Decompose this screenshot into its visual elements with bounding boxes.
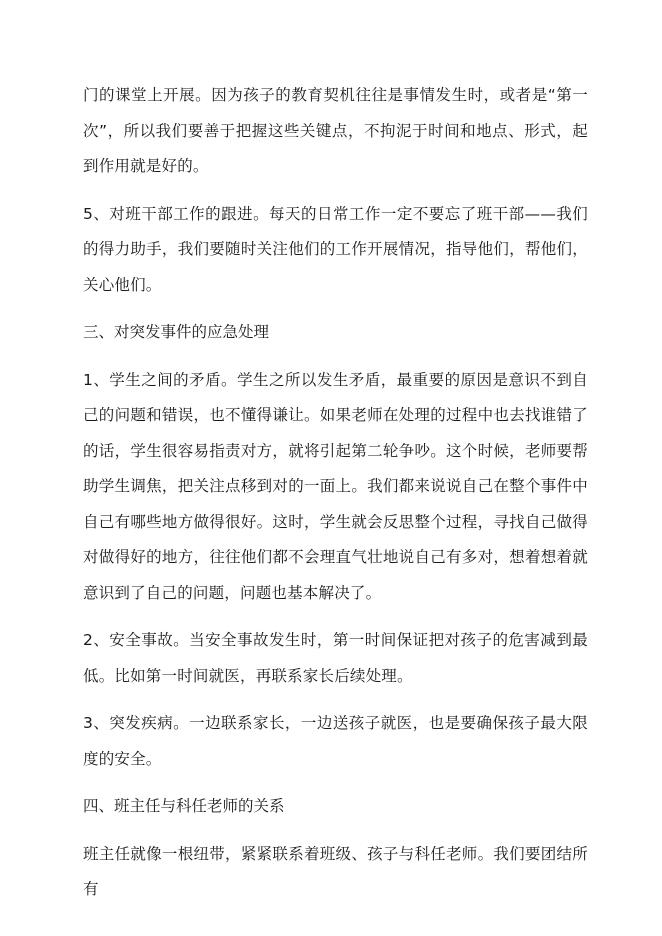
paragraph-gap bbox=[83, 611, 588, 623]
paragraph-trailing: 班主任就像一根纽带，紧紧联系着班级、孩子与科任老师。我们要团结所有 bbox=[83, 844, 588, 898]
paragraph-gap bbox=[83, 351, 588, 363]
paragraph-gap bbox=[83, 694, 588, 706]
paragraph-gap bbox=[83, 777, 588, 789]
paragraph-item-3: 3、突发疾病。一边联系家长，一边送孩子就医，也是要确保孩子最大限度的安全。 bbox=[83, 714, 588, 768]
document-body bbox=[83, 78, 588, 908]
paragraph-item-5: 5、对班干部工作的跟进。每天的日常工作一定不要忘了班干部——我们的得力助手，我们要随时关注他们的工作开展情况，指导他们，帮他们，关心他们。 bbox=[83, 204, 588, 294]
paragraph-continuation: 门的课堂上开展。因为孩子的教育契机往往是事情发生时，或者是“第一次”，所以我们要善于把握这些关键点，不拘泥于时间和地点、形式，起到作用就是好的。 bbox=[83, 86, 588, 175]
paragraph-item-2: 2、安全事故。当安全事故发生时，第一时间保证把对孩子的危害减到最低。比如第一时间就医，再联系家长后续处理。 bbox=[83, 631, 588, 685]
paragraph-gap bbox=[83, 825, 588, 837]
paragraph-gap bbox=[83, 185, 588, 197]
section-heading-4: 四、班主任与科任老师的关系 bbox=[83, 797, 285, 815]
section-heading-3: 三、对突发事件的应急处理 bbox=[83, 323, 270, 341]
paragraph-gap bbox=[83, 303, 588, 315]
paragraph-item-1: 1、学生之间的矛盾。学生之所以发生矛盾，最重要的原因是意识不到自己的问题和错误，也不懂得谦让。如果老师在处理的过程中也去找谁错了的话，学生很容易指责对方，就将引起第二轮争吵。这个时候，老师要帮助学生调焦，把关注点移到对的一面上。我们都来说说自己在整个事件中自己有哪些地方做得很好。这时，学生就会反思整个过程，寻找自己做得对做得好的地方，往往他们都不会理直气壮地说自己有多对，想着想着就意识到了自己的问题，问题也基本解决了。 bbox=[83, 370, 588, 602]
